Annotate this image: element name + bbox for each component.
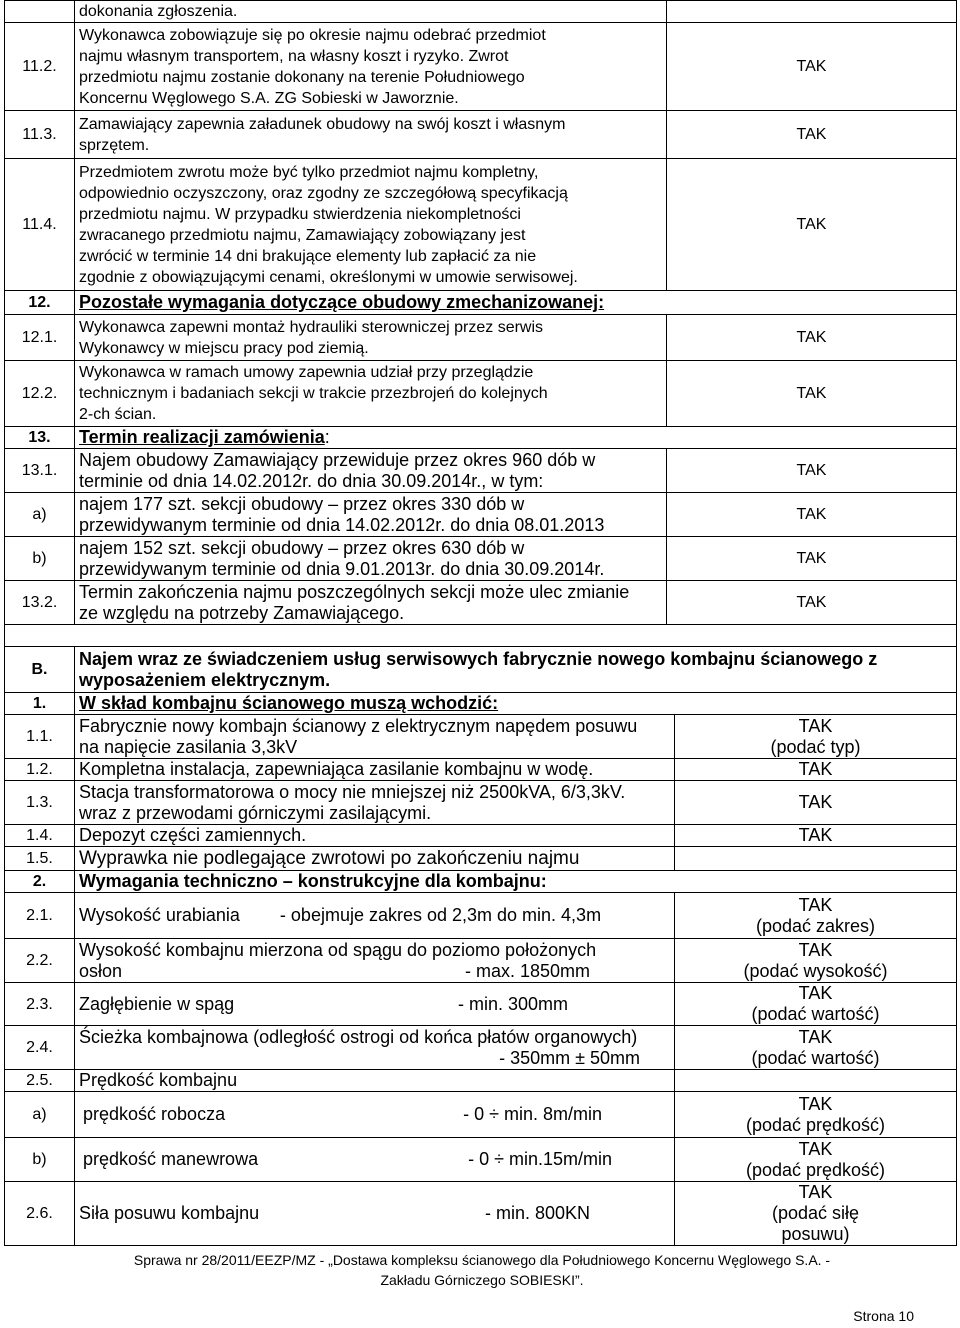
row-tak: TAK (podać typ) bbox=[675, 715, 957, 759]
section-a-table bbox=[4, 0, 957, 663]
row-text: Wysokość urabiania - obejmuje zakres od 2,3m do min. 4,3m bbox=[75, 893, 675, 939]
row-text: Wykonawca zapewni montaż hydrauliki sterowniczej przez serwis Wykonawcy w miejscu pracy pod ziemią. bbox=[75, 315, 667, 361]
row-number: 1.4. bbox=[5, 825, 75, 847]
row-text: Prędkość kombajnu bbox=[75, 1070, 675, 1092]
table-row bbox=[5, 111, 957, 159]
row-text: Wykonawca zobowiązuje się po okresie najmu odebrać przedmiot najmu własnym transportem, na własny koszt i ryzyko. Zwrot przedmiotu najmu zostanie dokonany na terenie Południowego Koncernu Węglowego S.A. ZG Sobieski w Jaworznie. bbox=[75, 23, 667, 111]
row-text: Zamawiający zapewnia załadunek obudowy na swój koszt i własnym sprzętem. bbox=[75, 111, 667, 159]
row-tak: TAK bbox=[675, 781, 957, 825]
heading-text: Wymagania techniczno – konstrukcyjne dla kombajnu: bbox=[75, 871, 957, 893]
table-row bbox=[5, 781, 957, 825]
row-text: najem 152 szt. sekcji obudowy – przez okres 630 dób w przewidywanym terminie od dnia 9.01.2013r. do dnia 30.09.2014r. bbox=[75, 537, 667, 581]
row-tak: TAK bbox=[667, 361, 957, 427]
table-row bbox=[5, 1092, 957, 1138]
table-row bbox=[5, 893, 957, 939]
row-number: 2.6. bbox=[5, 1182, 75, 1246]
row-number: 2.4. bbox=[5, 1026, 75, 1070]
row-number: 1.5. bbox=[5, 847, 75, 871]
table-row bbox=[5, 825, 957, 847]
table-row bbox=[5, 493, 957, 537]
row-text: prędkość robocza - 0 ÷ min. 8m/min bbox=[75, 1092, 675, 1138]
row-number: 11.3. bbox=[5, 111, 75, 159]
row-number: 1.3. bbox=[5, 781, 75, 825]
row-tak: TAK (podać siłę posuwu) bbox=[675, 1182, 957, 1246]
table-row bbox=[5, 759, 957, 781]
footer-line-1: Sprawa nr 28/2011/EEZP/MZ - „Dostawa kompleksu ścianowego dla Południowego Koncernu Węglowego S.A. - bbox=[133, 1252, 831, 1268]
row-number: 1.1. bbox=[5, 715, 75, 759]
table-row bbox=[5, 1, 957, 23]
row-tak: TAK bbox=[667, 111, 957, 159]
table-row bbox=[5, 315, 957, 361]
page-number: Strona 10 bbox=[853, 1308, 914, 1324]
heading-number: 13. bbox=[5, 427, 75, 449]
section-heading bbox=[5, 427, 957, 449]
row-text: prędkość manewrowa - 0 ÷ min.15m/min bbox=[75, 1138, 675, 1182]
heading-text: Termin realizacji zamówienia: bbox=[75, 427, 957, 449]
row-text: Termin zakończenia najmu poszczególnych sekcji może ulec zmianie ze względu na potrzeby Zamawiającego. bbox=[75, 581, 667, 625]
row-text: Stacja transformatorowa o mocy nie mniejszej niż 2500kVA, 6/3,3kV. wraz z przewodami górniczymi zasilającymi. bbox=[75, 781, 675, 825]
row-tak: TAK bbox=[675, 825, 957, 847]
section-heading bbox=[5, 693, 957, 715]
row-number: b) bbox=[5, 537, 75, 581]
row-number: 11.2. bbox=[5, 23, 75, 111]
table-row bbox=[5, 1026, 957, 1070]
row-tak: TAK bbox=[667, 581, 957, 625]
row-text: najem 177 szt. sekcji obudowy – przez okres 330 dób w przewidywanym terminie od dnia 14.02.2012r. do dnia 08.01.2013 bbox=[75, 493, 667, 537]
row-number: a) bbox=[5, 493, 75, 537]
row-text: Zagłębienie w spąg - min. 300mm bbox=[75, 983, 675, 1026]
row-text: Wykonawca w ramach umowy zapewnia udział przy przeglądzie technicznym i badaniach sekcji w trakcie przezbrojeń do kolejnych 2-ch ścian. bbox=[75, 361, 667, 427]
row-number: 13.2. bbox=[5, 581, 75, 625]
row-number: 13.1. bbox=[5, 449, 75, 493]
table-row bbox=[5, 23, 957, 111]
row-number: 12.2. bbox=[5, 361, 75, 427]
table-row bbox=[5, 537, 957, 581]
heading-number: 12. bbox=[5, 291, 75, 315]
row-text: Ścieżka kombajnowa (odległość ostrogi od końca płatów organowych) - 350mm ± 50mm bbox=[75, 1026, 675, 1070]
heading-number: 1. bbox=[5, 693, 75, 715]
row-tak: TAK bbox=[667, 449, 957, 493]
row-tak: TAK bbox=[667, 493, 957, 537]
row-text: Najem obudowy Zamawiający przewiduje przez okres 960 dób w terminie od dnia 14.02.2012r. do dnia 30.09.2014r., w tym: bbox=[75, 449, 667, 493]
row-tak: TAK bbox=[667, 537, 957, 581]
table-row bbox=[5, 1182, 957, 1246]
row-tak bbox=[667, 1, 957, 23]
section-heading bbox=[5, 291, 957, 315]
section-title-row bbox=[5, 647, 957, 693]
section-title: Najem wraz ze świadczeniem usług serwisowych fabrycznie nowego kombajnu ścianowego z wyposażeniem elektrycznym. bbox=[75, 647, 957, 693]
table-row bbox=[5, 983, 957, 1026]
row-tak: TAK (podać prędkość) bbox=[675, 1092, 957, 1138]
row-number: b) bbox=[5, 1138, 75, 1182]
row-number: 2.3. bbox=[5, 983, 75, 1026]
row-text: Wyprawka nie podlegające zwrotowi po zakończeniu najmu bbox=[75, 847, 675, 871]
row-number: 2.1. bbox=[5, 893, 75, 939]
section-heading bbox=[5, 871, 957, 893]
row-number: 2.5. bbox=[5, 1070, 75, 1092]
row-tak bbox=[675, 847, 957, 871]
table-row bbox=[5, 847, 957, 871]
row-tak: TAK (podać zakres) bbox=[675, 893, 957, 939]
row-number: a) bbox=[5, 1092, 75, 1138]
section-label: B. bbox=[5, 647, 75, 693]
row-tak: TAK bbox=[667, 315, 957, 361]
row-number: 11.4. bbox=[5, 159, 75, 291]
heading-text: Pozostałe wymagania dotyczące obudowy zmechanizowanej: bbox=[75, 291, 957, 315]
row-text: Przedmiotem zwrotu może być tylko przedmiot najmu kompletny, odpowiednio oczyszczony, oraz zgodny ze szczegółową specyfikacją przedmiotu najmu. W przypadku stwierdzenia niekompletności zwracanego przedmiotu najmu, Zamawiający zobowiązany jest zwrócić w terminie 14 dni brakujące elementy lub zapłacić za nie zgodnie z obowiązującymi cenami, określonymi w umowie serwisowej. bbox=[75, 159, 667, 291]
table-row bbox=[5, 939, 957, 983]
row-text: Kompletna instalacja, zapewniająca zasilanie kombajnu w wodę. bbox=[75, 759, 675, 781]
row-tak bbox=[675, 1070, 957, 1092]
row-text: Depozyt części zamiennych. bbox=[75, 825, 675, 847]
row-number: 1.2. bbox=[5, 759, 75, 781]
row-number: 2.2. bbox=[5, 939, 75, 983]
table-row bbox=[5, 581, 957, 625]
row-tak: TAK bbox=[667, 159, 957, 291]
row-tak: TAK (podać prędkość) bbox=[675, 1138, 957, 1182]
table-row bbox=[5, 361, 957, 427]
table-row bbox=[5, 449, 957, 493]
footer-line-2: Zakładu Górniczego SOBIESKI”. bbox=[380, 1272, 584, 1288]
row-number bbox=[5, 1, 75, 23]
page-footer bbox=[52, 1250, 912, 1290]
table-row bbox=[5, 1138, 957, 1182]
heading-text: W skład kombajnu ścianowego muszą wchodzić: bbox=[75, 693, 957, 715]
row-text: Wysokość kombajnu mierzona od spągu do poziomo położonych osłon - max. 1850mm bbox=[75, 939, 675, 983]
section-b-table bbox=[4, 646, 957, 1246]
row-text: dokonania zgłoszenia. bbox=[75, 1, 667, 23]
row-tak: TAK (podać wartość) bbox=[675, 983, 957, 1026]
row-tak: TAK bbox=[667, 23, 957, 111]
row-text: Fabrycznie nowy kombajn ścianowy z elektrycznym napędem posuwu na napięcie zasilania 3,3kV bbox=[75, 715, 675, 759]
table-row bbox=[5, 159, 957, 291]
row-tak: TAK (podać wysokość) bbox=[675, 939, 957, 983]
heading-number: 2. bbox=[5, 871, 75, 893]
table-row bbox=[5, 1070, 957, 1092]
row-tak: TAK bbox=[675, 759, 957, 781]
row-text: Siła posuwu kombajnu - min. 800KN bbox=[75, 1182, 675, 1246]
row-number: 12.1. bbox=[5, 315, 75, 361]
row-tak: TAK (podać wartość) bbox=[675, 1026, 957, 1070]
table-row bbox=[5, 715, 957, 759]
